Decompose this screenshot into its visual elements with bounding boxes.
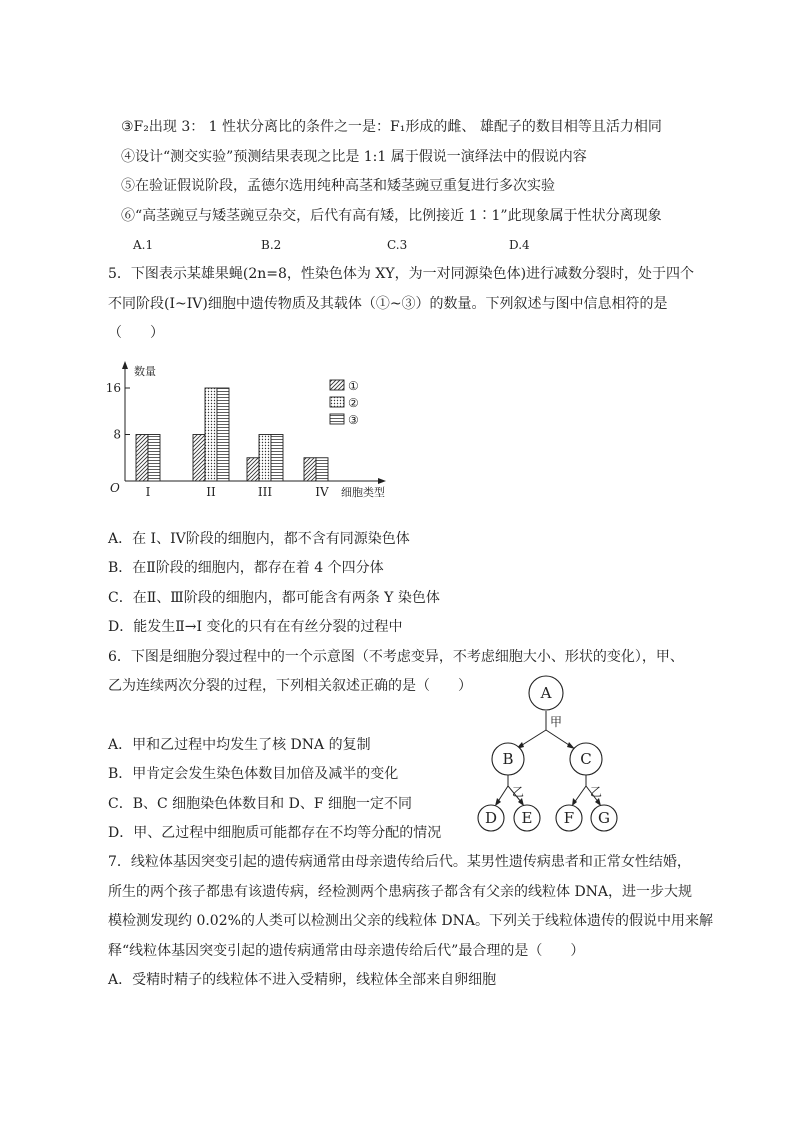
origin-label: O: [110, 481, 120, 495]
q6-stem-line: 乙为连续两次分裂的过程，下列相关叙述正确的是（ ）: [108, 678, 472, 694]
q6-option-c[interactable]: C．B、C 细胞染色体数目和 D、F 细胞一定不同: [108, 796, 412, 812]
q7-stem-line: 7．线粒体基因突变引起的遗传病通常由母亲遗传给后代。某男性遗传病患者和正常女性结婚，: [108, 854, 691, 870]
q4-statement-3: ③F₂出现 3： 1 性状分离比的条件之一是：F₁形成的雌、 雄配子的数目相等且活力相同: [121, 119, 662, 135]
q4-statement-5: ⑤在验证假说阶段，孟德尔选用纯种高茎和矮茎豌豆重复进行多次实验: [121, 178, 555, 194]
legend-label-1: ①: [348, 379, 359, 393]
q5-option-c[interactable]: C．在Ⅱ、Ⅲ阶段的细胞内，都可能含有两条 Y 染色体: [108, 590, 440, 606]
process-yi-right-label: 乙: [590, 785, 603, 799]
q4-option-a[interactable]: A.1: [133, 238, 154, 252]
x-tick-label: III: [257, 485, 273, 499]
q6-option-a[interactable]: A．甲和乙过程中均发生了核 DNA 的复制: [108, 737, 371, 753]
legend-label-2: ②: [348, 396, 359, 410]
cell-a-label: A: [540, 684, 552, 702]
q6-option-d[interactable]: D．甲、乙过程中细胞质可能都存在不均等分配的情况: [108, 825, 442, 841]
cell-b-label: B: [502, 750, 514, 768]
x-tick-label: I: [145, 485, 151, 499]
q6-stem-line: 6．下图是细胞分裂过程中的一个示意图（不考虑变异，不考虑细胞大小、形状的变化），甲、: [108, 649, 684, 665]
cell-c-label: C: [580, 750, 592, 768]
cell-g-label: G: [598, 809, 610, 827]
x-tick-label: II: [206, 485, 216, 499]
q4-option-c[interactable]: C.3: [387, 238, 408, 252]
q4-statement-6: ⑥“高茎豌豆与矮茎豌豆杂交，后代有高有矮，比例接近 1∶1”此现象属于性状分离现象: [121, 208, 662, 224]
q4-option-d[interactable]: D.4: [509, 238, 530, 252]
q5-option-a[interactable]: A．在 I、IV阶段的细胞内，都不含有同源染色体: [108, 531, 410, 547]
q7-stem-line: 模检测发现约 0.02%的人类可以检测出父亲的线粒体 DNA。下列关于线粒体遗传的假说中用来解: [108, 913, 713, 929]
y-tick-label: 8: [113, 427, 121, 442]
q7-stem-line: 所生的两个孩子都患有该遗传病，经检测两个患病孩子都含有父亲的线粒体 DNA，进一步大规: [108, 884, 693, 900]
x-axis-label: 细胞类型: [341, 486, 385, 499]
q7-option-a[interactable]: A．受精时精子的线粒体不进入受精卵，线粒体全部来自卵细胞: [108, 972, 497, 988]
cell-e-label: E: [521, 809, 533, 827]
q5-stem-line: （ ）: [108, 325, 164, 341]
q5-option-d[interactable]: D．能发生Ⅱ→I 变化的只有在有丝分裂的过程中: [108, 619, 403, 635]
legend-label-3: ③: [348, 413, 359, 427]
q7-stem-line: 释“线粒体基因突变引起的遗传病通常由母亲遗传给后代”最合理的是（ ）: [108, 943, 585, 959]
q4-option-b[interactable]: B.2: [261, 238, 282, 252]
q5-stem-line: 5．下图表示某雄果蝇(2n=8，性染色体为 XY，为一对同源染色体)进行减数分裂时，处于四个: [108, 266, 695, 282]
y-axis-label: 数量: [134, 365, 156, 378]
process-jia-label: 甲: [550, 715, 563, 729]
q5-stem-line: 不同阶段(I~IV)细胞中遗传物质及其载体（①~③）的数量。下列叙述与图中信息相符的是: [108, 296, 668, 312]
q5-option-b[interactable]: B．在Ⅱ阶段的细胞内，都存在着 4 个四分体: [108, 560, 384, 576]
q6-option-b[interactable]: B．甲肯定会发生染色体数目加倍及减半的变化: [108, 766, 399, 782]
q4-statement-4: ④设计“测交实验”预测结果表现之比是 1:1 属于假说一演绎法中的假说内容: [121, 149, 587, 165]
cell-f-label: F: [563, 809, 575, 827]
x-tick-label: IV: [315, 485, 329, 499]
y-tick-label: 16: [105, 381, 121, 395]
process-yi-left-label: 乙: [512, 785, 525, 799]
cell-d-label: D: [484, 809, 498, 827]
